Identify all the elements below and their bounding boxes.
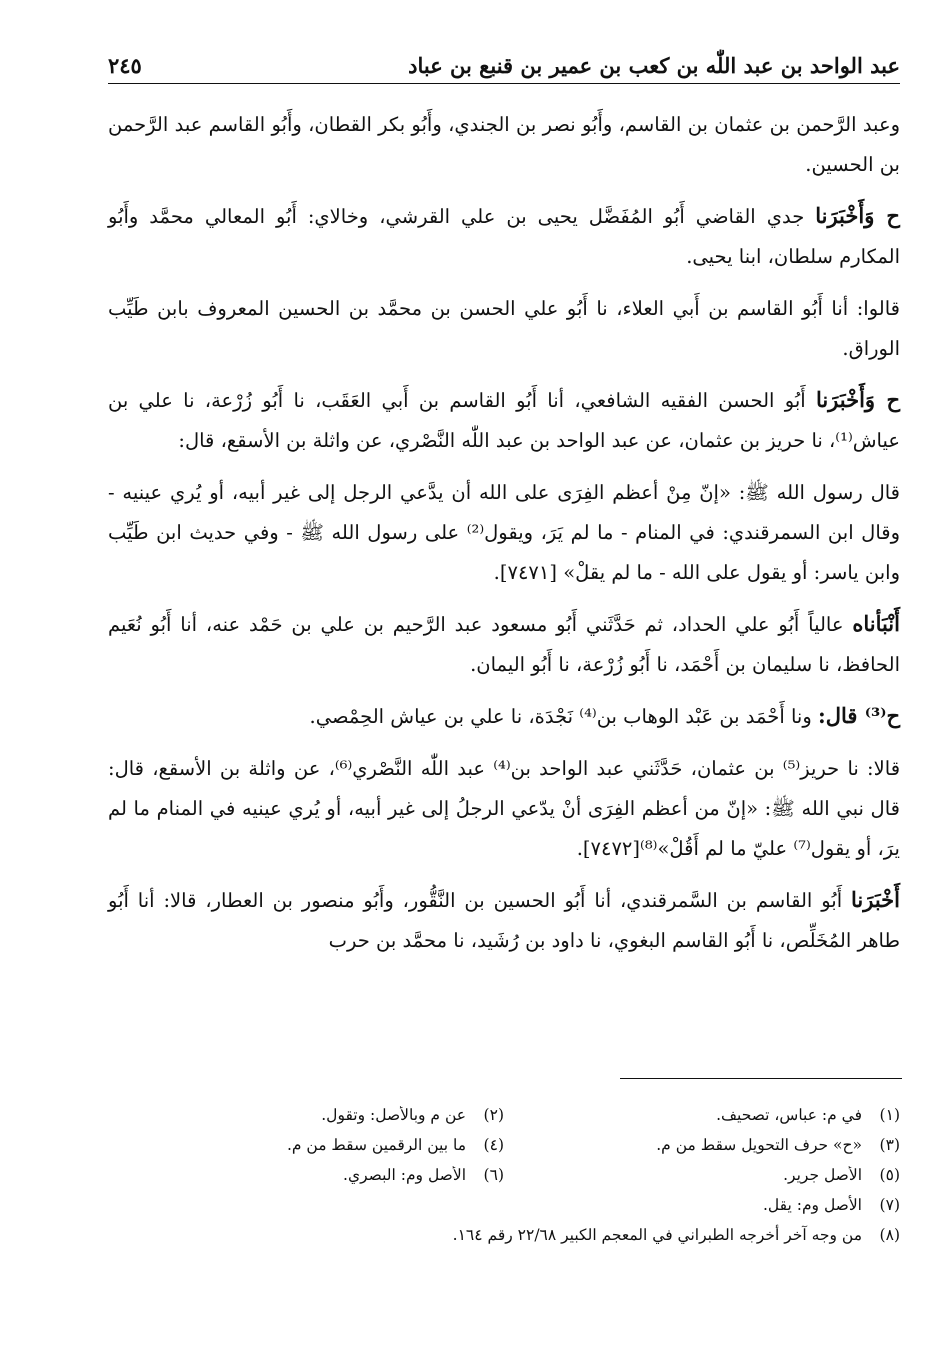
footnote: (٤)ما بين الرقمين سقط من م.	[286, 1136, 504, 1154]
chain-marker: أَخْبَرَنا	[851, 887, 900, 912]
footnote: (٣)«ح» حرف التحويل سقط من م.	[656, 1136, 900, 1154]
paragraph: ح⁽³⁾ قال: ونا أَحْمَد بن عَبْد الوهاب بن⁽⁴⁾ نَجْدَة، نا علي بن عياش الحِمْصي.	[309, 703, 900, 728]
footnotes	[108, 1100, 900, 1250]
footnote-row	[108, 1130, 900, 1160]
chain-marker: ح⁽³⁾ قال:	[817, 703, 900, 728]
footnote: (١)في م: عباس، تصحيف.	[716, 1106, 900, 1124]
header-divider	[108, 83, 900, 84]
paragraph: أَخْبَرَنا أَبُو القاسم بن السَّمرقندي، أنا أَبُو الحسين بن النَّقُّور، وأَبُو منصور بن العطار، قالا: أنا أَبُو طاهر المُخَلِّص، نا أَبُو القاسم البغوي، نا داود بن رُشَيد، نا محمَّد بن حرب	[108, 887, 900, 952]
footnote-divider	[620, 1078, 902, 1079]
hadith-text: قالا: نا حريز⁽⁵⁾ بن عثمان، حَدَّثَني عبد الواحد بن⁽⁴⁾ عبد اللّٰه النَّصْري⁽⁶⁾، عن واثلة بن الأسقع، قال: قال نبي الله ﷺ: «إنّ من أعظم الفِرَى أنْ يدّعي الرجلُ إلى غير أبيه، أو يُري عينيه في المنام ما لم يرَ، أو يقول⁽⁷⁾ عليّ ما لم أَقُلْ»⁽⁸⁾[٧٤٧٢].	[108, 757, 901, 860]
paragraph: ح وَأَخْبَرَنا جدي القاضي أَبُو المُفَضَّل يحيى بن علي القرشي، وخالاي: أَبُو المعالي محمَّد وأَبُو المكارم سلطان، ابنا يحيى.	[108, 203, 900, 268]
hadith-text: قال رسول الله ﷺ: «إنّ مِنْ أعظم الفِرَى على الله أن يدَّعي الرجل إلى غير أبيه، أو يُري عينيه - وقال ابن السمرقندي: في المنام - ما لم يَرَ، ويقول⁽²⁾ على رسول الله ﷺ - وفي حديث ابن طَيِّب وابن ياسر: أو يقول على الله - ما لم يقلْ» [٧٤٧١].	[108, 481, 900, 584]
page-header	[108, 42, 900, 78]
footnote-row	[108, 1160, 900, 1190]
footnote: (٧)الأصل وم: يقل.	[762, 1196, 900, 1214]
footnote-row	[108, 1220, 900, 1250]
paragraph: وعبد الرَّحمن بن عثمان بن القاسم، وأَبُو نصر بن الجندي، وأَبُو بكر القطان، وأَبُو القاسم عبد الرَّحمن بن الحسين.	[108, 113, 900, 176]
footnote-row	[108, 1190, 900, 1220]
paragraph: قالوا: أنا أَبُو القاسم بن أَبي العلاء، نا أَبُو علي الحسن بن محمَّد بن الحسين المعروف بابن طَيِّب الوراق.	[108, 297, 900, 360]
main-text	[108, 104, 900, 972]
page-number: ٢٤٥	[108, 53, 142, 78]
chain-marker: ح وَأَخْبَرَنا	[815, 387, 900, 412]
chain-marker: ح وَأَخْبَرَنا	[815, 203, 900, 228]
paragraph: أَنْبَأناه عالياً أَبُو علي الحداد، ثم حَدَّثَني أَبُو مسعود عبد الرَّحيم بن علي بن حَمْد عنه، أنا أَبُو نُعَيم الحافظ، نا سليمان بن أَحْمَد، نا أَبُو زُرْعة، نا أَبُو اليمان.	[108, 611, 900, 676]
chain-marker: أَنْبَأناه	[852, 611, 900, 636]
footnote: (٦)الأصل وم: البصري.	[343, 1166, 504, 1184]
footnote: (٢)عن م وبالأصل: وتقول.	[321, 1106, 504, 1124]
running-title: عبد الواحد بن عبد اللّٰه بن كعب بن عمير بن قنبع بن عباد	[408, 53, 900, 78]
paragraph: ح وَأَخْبَرَنا أَبُو الحسن الفقيه الشافعي، أنا أَبُو القاسم بن أَبي العَقَب، نا أَبُو زُرْعة، نا علي بن عياش⁽¹⁾، نا حريز بن عثمان، عن عبد الواحد بن عبد اللّٰه النَّصْري، عن واثلة بن الأسقع، قال:	[108, 387, 900, 452]
footnote: (٥)الأصل جرير.	[783, 1166, 900, 1184]
footnote-row	[108, 1100, 900, 1130]
footnote: (٨)من وجه آخر أخرجه الطبراني في المعجم الكبير ٢٢/٦٨ رقم ١٦٤.	[452, 1226, 900, 1244]
